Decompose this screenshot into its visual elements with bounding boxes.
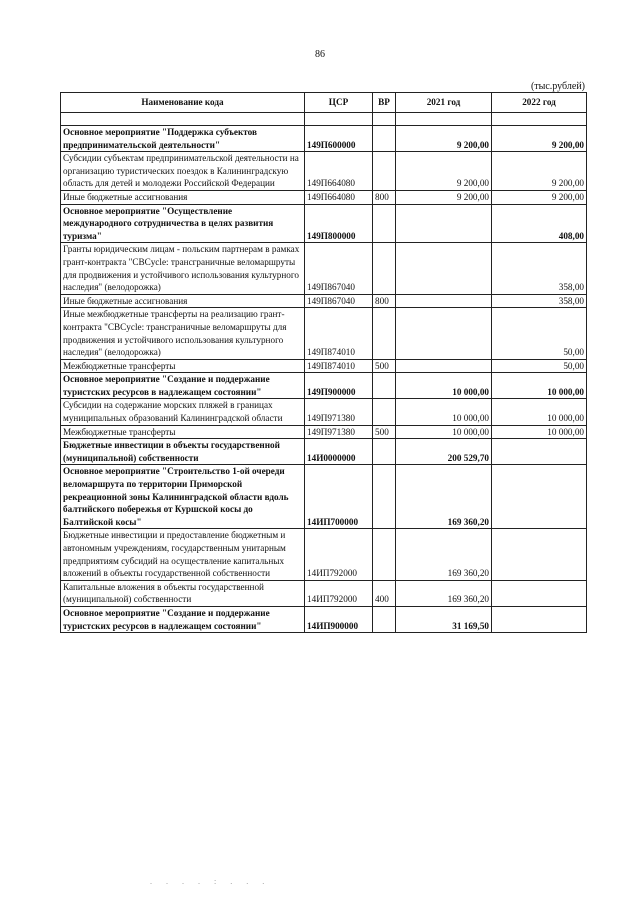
cell-2022: 9 200,00: [492, 152, 587, 191]
cell-2022: 408,00: [492, 204, 587, 243]
cell-2022: [492, 439, 587, 465]
cell-name: Основное мероприятие "Создание и поддержание туристских ресурсов в надлежащем состоянии": [61, 606, 305, 632]
cell-2021: 9 200,00: [396, 190, 492, 204]
table-row: [61, 580, 587, 606]
scan-artifacts: . . . . : . . .: [150, 877, 271, 886]
table-row-main-activity: [61, 465, 587, 529]
cell-2022: 10 000,00: [492, 373, 587, 399]
cell-name: Межбюджетные трансферты: [61, 359, 305, 373]
table-header-row: [61, 93, 587, 113]
table-row-main-activity: [61, 204, 587, 243]
cell-2022: [492, 529, 587, 580]
table-row: [61, 308, 587, 359]
cell-2021: [396, 294, 492, 308]
header-csr: ЦСР: [305, 93, 373, 113]
header-name: Наименование кода: [61, 93, 305, 113]
cell-2022: 9 200,00: [492, 190, 587, 204]
cell-2022: 10 000,00: [492, 425, 587, 439]
table-row: [61, 294, 587, 308]
cell-name: Субсидии на содержание морских пляжей в границах муниципальных образований Калининградской области: [61, 399, 305, 425]
cell-2022: 358,00: [492, 243, 587, 294]
cell-csr: 14И0000000: [305, 439, 373, 465]
cell-csr: 149П800000: [305, 204, 373, 243]
table-body: [61, 113, 587, 633]
cell-vr: [373, 439, 396, 465]
cell-name: Иные бюджетные ассигнования: [61, 190, 305, 204]
header-vr: ВР: [373, 93, 396, 113]
cell-vr: [373, 373, 396, 399]
table-row-main-activity: [61, 439, 587, 465]
cell-2021: 31 169,50: [396, 606, 492, 632]
cell-vr: [373, 529, 396, 580]
cell-csr: 149П900000: [305, 373, 373, 399]
header-2022: 2022 год: [492, 93, 587, 113]
cell-vr: [373, 308, 396, 359]
cell-vr: [373, 465, 396, 529]
budget-table: [60, 92, 587, 633]
table-row: [61, 152, 587, 191]
cell-name: Основное мероприятие "Строительство 1-ой очереди веломаршрута по территории Приморской рекреационной зоны Калининградской области вдоль балтийского побережья от Куршской косы до Балтийской косы": [61, 465, 305, 529]
cell-name: Бюджетные инвестиции и предоставление бюджетным и автономным учреждениям, государственным унитарным предприятиям субсидий на осуществление капитальных вложений в объекты государственной собственности: [61, 529, 305, 580]
cell-name: Субсидии субъектам предпринимательской деятельности на организацию туристических поездок в Калининградскую область для детей и молодежи Российской Федерации: [61, 152, 305, 191]
cell-2021: 9 200,00: [396, 126, 492, 152]
cell-2021: 169 360,20: [396, 465, 492, 529]
table-row-main-activity: [61, 373, 587, 399]
header-2021: 2021 год: [396, 93, 492, 113]
cell-vr: [373, 126, 396, 152]
table-row: [61, 529, 587, 580]
cell-2021: 10 000,00: [396, 425, 492, 439]
table-row: [61, 359, 587, 373]
cell-2021: [396, 359, 492, 373]
cell-2021: [396, 308, 492, 359]
cell-2022: 50,00: [492, 359, 587, 373]
cell-csr: 149П867040: [305, 294, 373, 308]
cell-csr: 149П664080: [305, 190, 373, 204]
cell-2022: 358,00: [492, 294, 587, 308]
cell-2021: 169 360,20: [396, 529, 492, 580]
cell-name: Бюджетные инвестиции в объекты государственной (муниципальной) собственности: [61, 439, 305, 465]
cell-vr: 800: [373, 190, 396, 204]
cell-vr: [373, 243, 396, 294]
cell-2021: 10 000,00: [396, 399, 492, 425]
cell-vr: 500: [373, 359, 396, 373]
table-row-main-activity: [61, 606, 587, 632]
cell-name: Основное мероприятие "Создание и поддержание туристских ресурсов в надлежащем состоянии": [61, 373, 305, 399]
cell-csr: 149П664080: [305, 152, 373, 191]
cell-csr: 14ИП700000: [305, 465, 373, 529]
cell-2022: 10 000,00: [492, 399, 587, 425]
cell-csr: 14ИП900000: [305, 606, 373, 632]
cell-name: Капитальные вложения в объекты государственной (муниципальной) собственности: [61, 580, 305, 606]
cell-2021: 169 360,20: [396, 580, 492, 606]
cell-2021: 10 000,00: [396, 373, 492, 399]
cell-vr: [373, 152, 396, 191]
cell-vr: [373, 204, 396, 243]
units-label: (тыс.рублей): [530, 81, 585, 92]
cell-2022: 9 200,00: [492, 126, 587, 152]
cell-csr: 14ИП792000: [305, 529, 373, 580]
table-row: [61, 399, 587, 425]
cell-2021: [396, 204, 492, 243]
cell-2021: 9 200,00: [396, 152, 492, 191]
cell-vr: 500: [373, 425, 396, 439]
cell-vr: 400: [373, 580, 396, 606]
cell-csr: 149П600000: [305, 126, 373, 152]
cell-name: Иные бюджетные ассигнования: [61, 294, 305, 308]
cell-2022: [492, 606, 587, 632]
cell-name: Основное мероприятие "Осуществление международного сотрудничества в целях развития туризма": [61, 204, 305, 243]
cell-2022: [492, 465, 587, 529]
cell-csr: 149П874010: [305, 359, 373, 373]
table-row: [61, 425, 587, 439]
cell-2021: [396, 243, 492, 294]
cell-csr: 149П867040: [305, 243, 373, 294]
cell-name: Межбюджетные трансферты: [61, 425, 305, 439]
table-row-main-activity: [61, 126, 587, 152]
table-row: [61, 190, 587, 204]
cell-csr: 14ИП792000: [305, 580, 373, 606]
cell-name: Основное мероприятие "Поддержка субъектов предпринимательской деятельности": [61, 126, 305, 152]
cell-name: Иные межбюджетные трансферты на реализацию грант-контракта "CBCycle: трансграничные веломаршруты для продвижения и устойчивого использования культурного наследия" (велодорожка): [61, 308, 305, 359]
table-row: [61, 243, 587, 294]
cell-name: Гранты юридическим лицам - польским партнерам в рамках грант-контракта "CBCycle: трансграничные веломаршруты для продвижения и устойчивого использования культурного наследия" (велодорожка): [61, 243, 305, 294]
cell-csr: 149П971380: [305, 399, 373, 425]
cell-2021: 200 529,70: [396, 439, 492, 465]
cell-vr: [373, 399, 396, 425]
cell-csr: 149П971380: [305, 425, 373, 439]
cell-2022: [492, 580, 587, 606]
spacer-row: [61, 113, 587, 126]
cell-vr: [373, 606, 396, 632]
page-number: 86: [315, 49, 325, 60]
cell-2022: 50,00: [492, 308, 587, 359]
cell-vr: 800: [373, 294, 396, 308]
cell-csr: 149П874010: [305, 308, 373, 359]
